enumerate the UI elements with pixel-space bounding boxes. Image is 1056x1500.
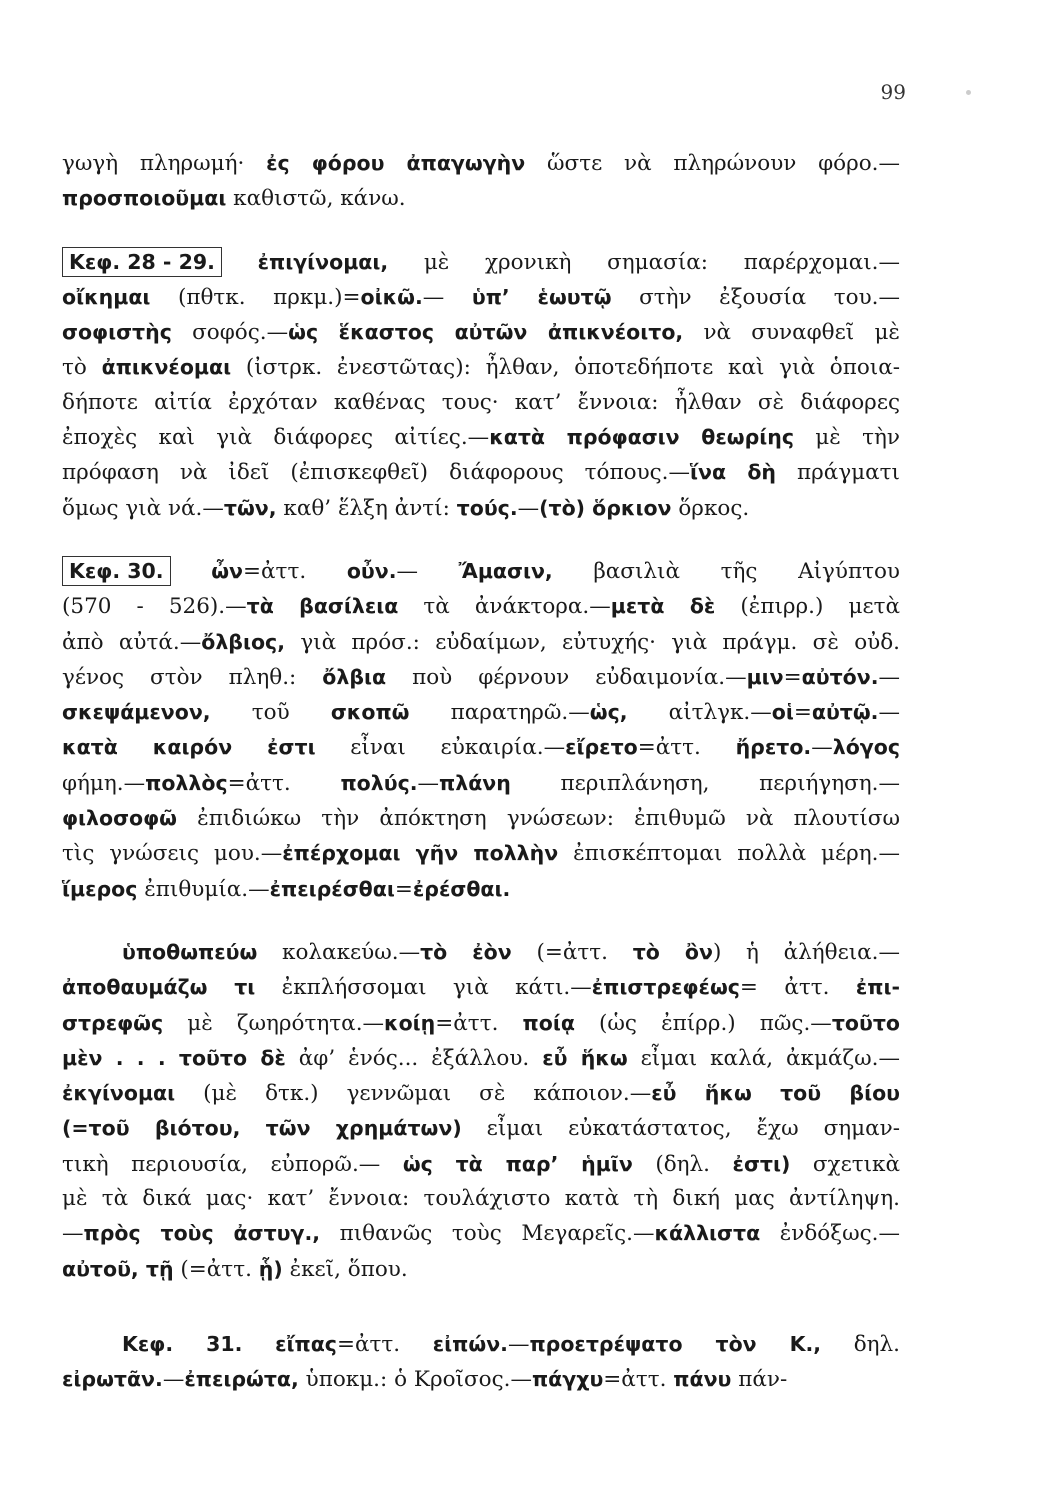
- text-line: [62, 245, 900, 280]
- lemma-term: τὸ ὂν: [632, 939, 713, 964]
- gloss-text: δήποτε αἰτία ἐρχόταν καθένας τους· κατ’ ἔννοια: ἦλθαν σὲ διάφορες: [62, 389, 900, 415]
- lemma-term: μὲν . . . τοῦτο δὲ: [62, 1045, 286, 1070]
- lemma-term: ὑποθωπεύω: [122, 939, 258, 964]
- gloss-text: ὥστε νὰ πληρώνουν φόρο.—: [525, 151, 901, 176]
- lemma-term: οἰκῶ.: [360, 284, 423, 309]
- lemma-term: κατὰ πρόφασιν θεωρίης: [489, 425, 794, 450]
- lemma-term: ἐς φόρου ἀπαγωγὴν: [266, 151, 526, 175]
- gloss-text: κολακεύω.—: [257, 939, 421, 965]
- lemma-term: (=τοῦ βιότου, τῶν χρημάτων): [62, 1116, 462, 1141]
- gloss-text: ἐκπλήσσομαι γιὰ κάτι.—: [255, 975, 592, 1001]
- gloss-text: —: [422, 284, 472, 310]
- gloss-text: αἰτλγκ.—: [627, 700, 772, 726]
- gloss-text: —: [517, 495, 540, 521]
- gloss-text: τὰ ἀνάκτορα.—: [398, 594, 611, 620]
- lemma-term: τὰ βασίλεια: [246, 594, 399, 619]
- lemma-term: σοφιστὴς: [62, 320, 172, 345]
- lemma-term: ὄλβιος,: [201, 629, 285, 654]
- lemma-term: πολύς.: [340, 770, 418, 795]
- text-line: [62, 872, 900, 907]
- gloss-text: γιὰ πρόσ.: εὐδαίμων, εὐτυχής· γιὰ πράγμ. σὲ οὐδ.: [285, 629, 900, 655]
- paragraph-p5: [62, 1327, 900, 1398]
- text-line: [62, 1076, 900, 1111]
- gloss-text: τικὴ περιουσία, εὐπορῶ.—: [62, 1151, 403, 1177]
- lemma-term: ἐπιστρεφέως: [591, 975, 740, 1000]
- text-line: [62, 386, 900, 420]
- lemma-term: ποίᾳ: [522, 1010, 575, 1035]
- gloss-text: (ἰστρκ. ἐνεστῶτας): ἦλθαν, ὁποτεδήποτε καὶ γιὰ ὁποια-: [231, 355, 900, 381]
- text-line: [62, 1252, 900, 1287]
- lemma-term: ὡς τὰ παρ’ ἡμῖν: [402, 1151, 633, 1176]
- lemma-term: πολλὸς: [145, 770, 228, 795]
- gloss-text: μὲ ζωηρότητα.—: [163, 1010, 385, 1036]
- text-line: [62, 935, 900, 970]
- lemma-term: ἐκγίνομαι: [62, 1081, 176, 1106]
- gloss-text: στὴν ἐξουσία του.—: [611, 284, 900, 310]
- gloss-text: (ὡς ἐπίρρ.) πῶς.—: [574, 1010, 832, 1036]
- gloss-text: (=ἀττ.: [511, 939, 633, 965]
- paragraph-p2: [62, 245, 900, 526]
- gloss-text: πράγματι: [776, 460, 900, 486]
- text-line: [62, 1216, 900, 1251]
- text-line: [62, 766, 900, 801]
- lemma-term: τῶν,: [223, 495, 277, 520]
- lemma-term: ἵμερος: [62, 876, 138, 901]
- page-number: 99: [880, 80, 906, 104]
- gloss-text: σοφός.—: [171, 320, 289, 346]
- gloss-text: φήμη.—: [62, 770, 146, 796]
- lemma-term: σκεψάμενον,: [62, 700, 211, 725]
- lemma-term: πάνυ: [673, 1367, 732, 1392]
- lemma-term: ἐρέσθαι.: [412, 876, 511, 901]
- gloss-text: =: [793, 700, 812, 726]
- gloss-text: (δηλ.: [632, 1151, 733, 1177]
- text-line: [62, 1041, 900, 1076]
- lemma-term: εἰπών.: [432, 1331, 508, 1356]
- gloss-text: γωγὴ πληρωμή·: [62, 151, 267, 176]
- text-line: [62, 455, 900, 490]
- text-line: [62, 695, 900, 730]
- lemma-term: σκοπῶ: [330, 700, 410, 725]
- gloss-text: (=ἀττ.: [173, 1256, 259, 1282]
- lemma-term: ἐστι): [732, 1151, 791, 1176]
- paragraph-p1: [62, 146, 900, 217]
- lemma-term: ἐπειρέσθαι: [269, 876, 395, 901]
- gloss-text: περιπλάνηση, περιήγηση.—: [510, 770, 901, 796]
- gloss-text: νὰ συναφθεῖ μὲ: [683, 320, 900, 346]
- text-line: [62, 280, 900, 315]
- gloss-text: εἶμαι καλά, ἀκμάζω.—: [627, 1045, 900, 1071]
- gloss-text: —: [878, 664, 900, 690]
- gloss-text: (μὲ δτκ.) γεννῶμαι σὲ κάποιον.—: [175, 1081, 652, 1107]
- lemma-term: ἐπι-: [855, 975, 901, 1000]
- gloss-text: ἀφ’ ἑνός... ἐξάλλου.: [285, 1045, 543, 1071]
- lemma-term: κατὰ καιρόν ἐστι: [62, 735, 316, 760]
- text-line: [62, 554, 900, 589]
- lemma-term: αὐτῷ.: [811, 700, 879, 725]
- lemma-term: ᾗ): [258, 1256, 283, 1281]
- lemma-term: τοῦτο: [831, 1010, 900, 1035]
- lemma-term: μιν: [746, 664, 784, 689]
- print-speck: [966, 90, 971, 95]
- gloss-text: τὶς γνώσεις μου.—: [62, 841, 283, 867]
- gloss-text: πιθανῶς τοὺς Μεγαρεῖς.—: [320, 1221, 655, 1247]
- lemma-term: εἴπας: [275, 1331, 337, 1356]
- gloss-text: =ἀττ.: [227, 770, 341, 796]
- text-line: [62, 1006, 900, 1041]
- text-line: [62, 350, 900, 385]
- gloss-text: —: [507, 1331, 530, 1357]
- gloss-text: (570 - 526).—: [62, 594, 247, 620]
- gloss-text: ἐκεῖ, ὅπου.: [282, 1256, 408, 1282]
- gloss-text: πάν-: [731, 1367, 788, 1393]
- gloss-text: μὲ τὰ δικά μας· κατ’ ἔννοια: τουλάχιστο κατὰ τὴ δική μας ἀντίληψη.: [62, 1186, 900, 1212]
- gloss-text: =ἀττ.: [637, 735, 736, 761]
- gloss-text: μὲ τὴν: [793, 425, 900, 451]
- gloss-text: πρόφαση νὰ ἰδεῖ (ἐπισκεφθεῖ) διάφορους τόπους.—: [62, 460, 691, 486]
- lemma-term: προετρέψατο τὸν Κ.,: [529, 1331, 822, 1356]
- gloss-text: ὅμως γιὰ νά.—: [62, 495, 224, 521]
- gloss-text: καθιστῶ, κάνω.: [226, 186, 406, 212]
- gloss-text: —: [162, 1367, 185, 1393]
- gloss-text: [242, 1332, 275, 1357]
- lemma-term: ὦν: [211, 558, 244, 583]
- lemma-term: μετὰ δὲ: [610, 594, 716, 619]
- lemma-term: αὐτόν.: [801, 664, 879, 689]
- lemma-term: ἀποθαυμάζω τι: [62, 975, 256, 1000]
- text-line: [62, 801, 900, 836]
- lemma-term: πρὸς τοὺς ἀστυγ.,: [83, 1221, 321, 1246]
- lemma-term: ὑπ’ ἑωυτῷ: [471, 284, 612, 309]
- text-line: [62, 1362, 900, 1397]
- gloss-text: = ἀττ.: [739, 975, 856, 1001]
- lemma-term: εἰρωτᾶν.: [62, 1367, 163, 1392]
- text-line: [62, 589, 900, 624]
- gloss-text: γένος στὸν πληθ.:: [62, 664, 323, 690]
- chapter-marker: Κεφ. 28 - 29.: [62, 247, 222, 277]
- gloss-text: ὑποκμ.: ὁ Κροῖσος.—: [298, 1367, 532, 1393]
- gloss-text: ) ἡ ἀλήθεια.—: [712, 939, 901, 965]
- lemma-term: κάλλιστα: [654, 1221, 761, 1246]
- gloss-text: ἐνδόξως.—: [760, 1221, 900, 1247]
- text-line: [62, 660, 900, 695]
- gloss-text: ὅρκος.: [671, 495, 750, 521]
- gloss-text: ἐποχὲς καὶ γιὰ διάφορες αἰτίες.—: [62, 425, 490, 451]
- gloss-text: τοῦ: [210, 700, 331, 726]
- gloss-text: =ἀττ.: [336, 1331, 433, 1357]
- paragraph-p4: [62, 935, 900, 1287]
- gloss-text: =ἀττ.: [603, 1367, 674, 1393]
- gloss-text: ἐπιδιώκω τὴν ἀπόκτηση γνώσεων: ἐπιθυμῶ νὰ πλουτίσω: [176, 806, 900, 832]
- lemma-term: οἴκημαι: [62, 284, 151, 309]
- lemma-term: (τὸ) ὅρκιον: [539, 495, 672, 520]
- lemma-term: ἤρετο.: [735, 735, 812, 760]
- lemma-term: ἀπικνέομαι: [101, 355, 232, 380]
- text-line: [62, 836, 900, 871]
- gloss-text: =ἀττ.: [243, 558, 347, 584]
- commentary-text: [62, 146, 900, 1398]
- lemma-term: ὡς ἕκαστος αὐτῶν ἀπικνέοιτο,: [288, 320, 684, 345]
- gloss-text: —: [396, 558, 459, 584]
- lemma-term: οἱ: [771, 700, 794, 725]
- gloss-text: καθ’ ἕλξη ἀντί:: [276, 495, 457, 521]
- text-line: [62, 146, 900, 181]
- paragraph-p3: [62, 554, 900, 907]
- lemma-term: λόγος: [832, 735, 900, 760]
- gloss-text: =ἀττ.: [435, 1010, 523, 1036]
- chapter-marker: Κεφ. 30.: [62, 556, 171, 586]
- lemma-term: εὖ ἥκω τοῦ βίου: [651, 1081, 900, 1106]
- lemma-term: στρεφῶς: [62, 1010, 164, 1035]
- gloss-text: —: [417, 770, 440, 796]
- gloss-text: σχετικὰ: [790, 1151, 901, 1177]
- gloss-text: —: [62, 1221, 84, 1247]
- gloss-text: εἶναι εὐκαιρία.—: [315, 735, 566, 761]
- gloss-text: ἀπὸ αὐτά.—: [62, 629, 202, 655]
- lemma-term: οὖν.: [346, 558, 397, 583]
- lemma-term: πάγχυ: [531, 1367, 604, 1392]
- gloss-text: ποὺ φέρνουν εὐδαιμονία.—: [386, 664, 747, 690]
- lemma-term: ὡς,: [589, 700, 628, 725]
- text-line: [62, 491, 900, 526]
- text-line: [62, 730, 900, 765]
- gloss-text: ἐπιθυμία.—: [137, 876, 270, 902]
- lemma-term: προσποιοῦμαι: [62, 186, 227, 211]
- lemma-term: Κεφ. 31.: [122, 1331, 243, 1356]
- gloss-text: τὸ: [62, 355, 102, 381]
- lemma-term: κοίῃ: [384, 1010, 436, 1035]
- lemma-term: Ἄμασιν,: [458, 558, 553, 583]
- lemma-term: εὖ ἥκω: [542, 1045, 628, 1070]
- lemma-term: εἴρετο: [565, 735, 638, 760]
- gloss-text: =: [394, 876, 413, 902]
- lemma-term: ἐπέρχομαι γῆν πολλὴν: [282, 841, 559, 866]
- text-line: [62, 1111, 900, 1146]
- text-line: [62, 1147, 900, 1182]
- gloss-text: —: [878, 700, 900, 726]
- lemma-term: αὐτοῦ, τῇ: [62, 1256, 174, 1281]
- gloss-text: (ἐπιρρ.) μετὰ: [715, 594, 900, 620]
- lemma-term: ἐπιγίνομαι,: [257, 249, 389, 274]
- gloss-text: εἶμαι εὐκατάστατος, ἔχω σημαν-: [461, 1116, 900, 1142]
- lemma-term: ἐπειρώτα,: [184, 1367, 299, 1392]
- gloss-text: [171, 559, 212, 584]
- gloss-text: βασιλιὰ τῆς Αἰγύπτου: [552, 558, 901, 584]
- lemma-term: τὸ ἐὸν: [420, 939, 512, 964]
- lemma-term: πλάνη: [439, 770, 511, 795]
- text-line: [62, 315, 900, 350]
- text-line: [62, 420, 900, 455]
- text-line: [62, 181, 900, 216]
- text-line: [62, 970, 900, 1005]
- gloss-text: [222, 250, 258, 275]
- lemma-term: ἵνα δὴ: [690, 460, 777, 485]
- text-line: [62, 1327, 900, 1362]
- gloss-text: (πθτκ. πρκμ.)=: [150, 284, 361, 310]
- gloss-text: μὲ χρονικὴ σημασία: παρέρχομαι.—: [388, 249, 900, 275]
- text-line: [62, 1182, 900, 1216]
- gloss-text: —: [811, 735, 833, 761]
- gloss-text: δηλ.: [821, 1331, 901, 1357]
- lemma-term: ὄλβια: [322, 664, 387, 689]
- gloss-text: παρατηρῶ.—: [409, 700, 590, 726]
- lemma-term: τούς.: [456, 495, 518, 520]
- gloss-text: ἐπισκέπτομαι πολλὰ μέρη.—: [558, 841, 900, 867]
- text-line: [62, 625, 900, 660]
- gloss-text: =: [783, 664, 802, 690]
- lemma-term: φιλοσοφῶ: [62, 806, 177, 831]
